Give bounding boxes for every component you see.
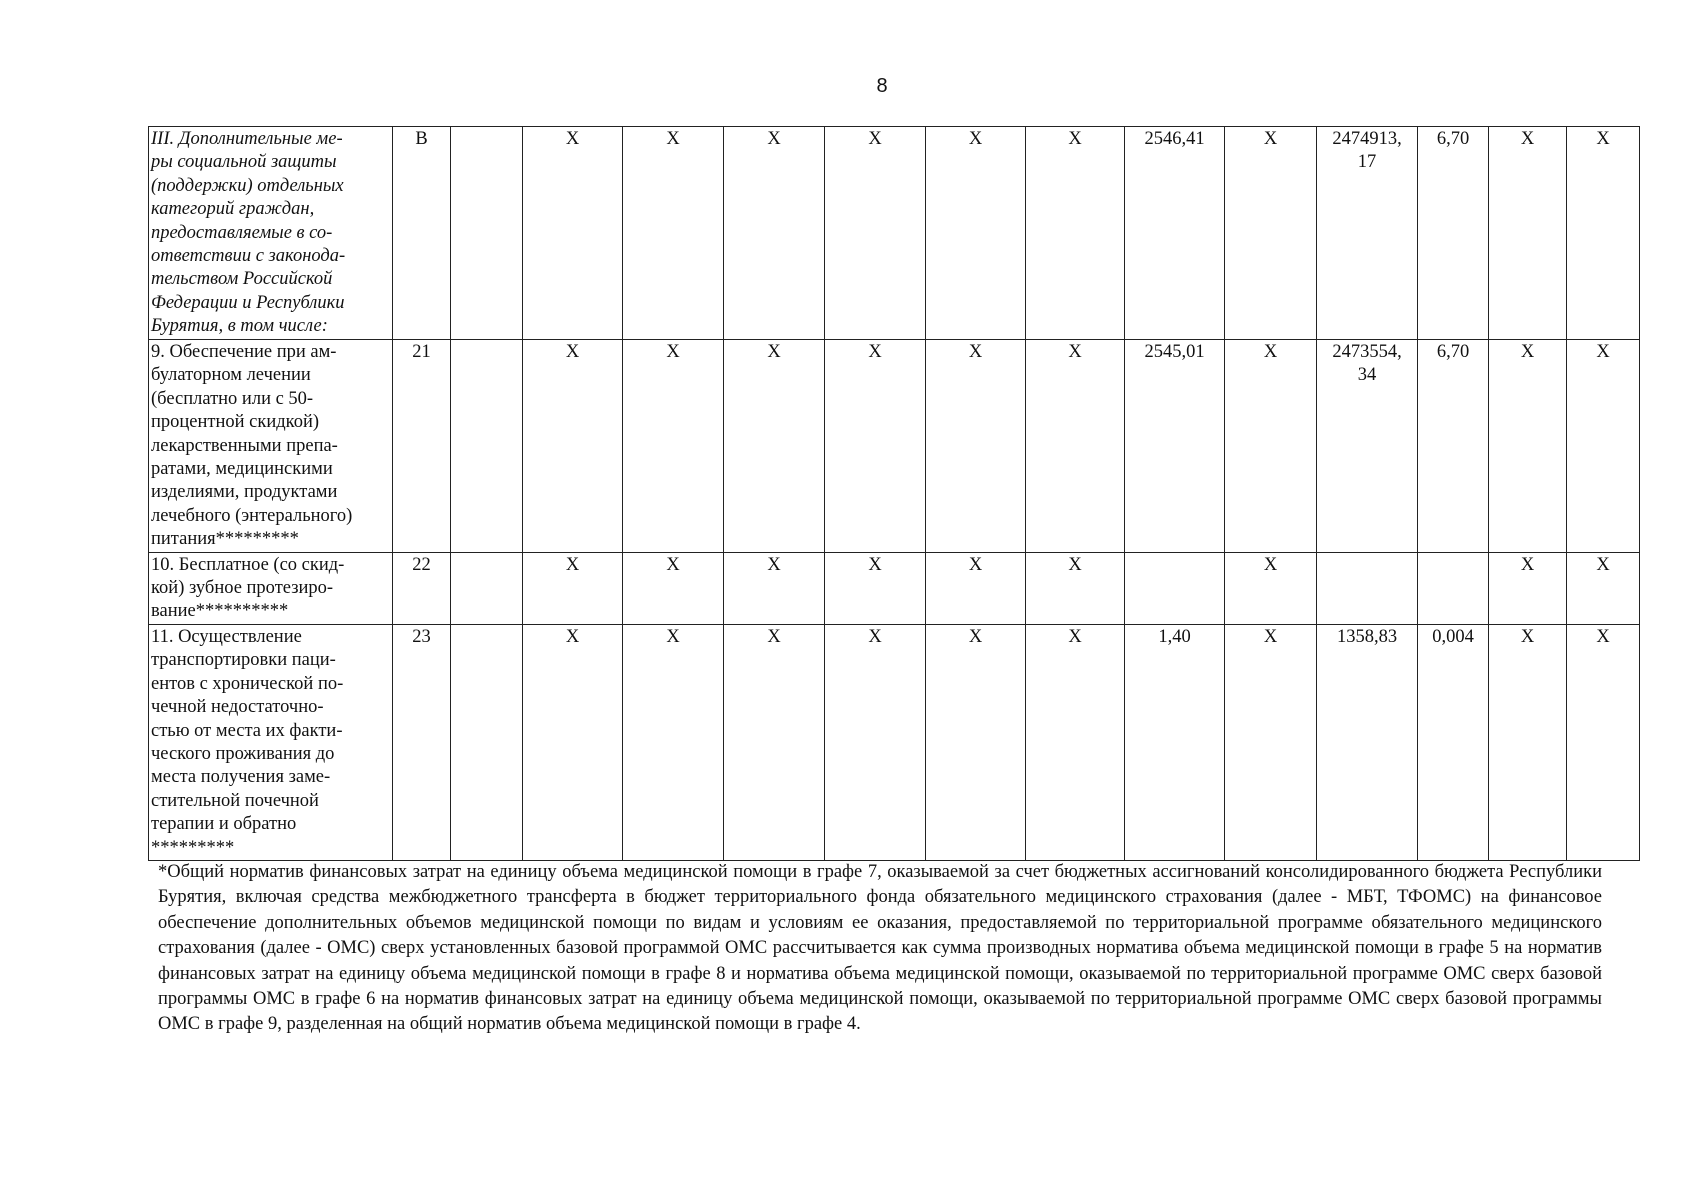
row-label-line: категорий граждан,	[151, 199, 315, 220]
table-cell: Х	[1225, 340, 1317, 553]
table-cell: 2545,01	[1125, 340, 1225, 553]
row-label-line: транспортировки паци-	[151, 650, 336, 671]
row-label-line: лекарственными препа-	[151, 435, 338, 456]
table-cell: Х	[1225, 624, 1317, 860]
row-label-line: 10. Бесплатное (со скид-	[151, 554, 345, 575]
row-label-line: процентной скидкой)	[151, 412, 320, 433]
row-label-line: предоставляемые в со-	[151, 222, 333, 243]
row-label-cell	[149, 624, 393, 860]
row-label-line: вание**********	[151, 601, 289, 622]
row-label-line: тельством Российской	[151, 269, 333, 290]
row-label-line: питания*********	[151, 529, 299, 550]
table-cell: 1,40	[1125, 624, 1225, 860]
table-cell: 23	[393, 624, 451, 860]
table-cell: 1358,83	[1317, 624, 1418, 860]
table-cell	[451, 624, 523, 860]
table-cell: 21	[393, 340, 451, 553]
table-cell: 0,004	[1418, 624, 1489, 860]
table-cell: Х	[825, 624, 926, 860]
table-cell: Х	[724, 340, 825, 553]
table-cell	[451, 127, 523, 340]
row-label-line: (поддержки) отдельных	[151, 175, 344, 196]
table-cell: Х	[1225, 552, 1317, 624]
table-cell: Х	[1489, 340, 1567, 553]
table-cell: Х	[724, 624, 825, 860]
table-row	[149, 624, 1640, 860]
row-label-line: 11. Осуществление	[151, 626, 302, 647]
row-label-line: Бурятия, в том числе:	[151, 316, 328, 337]
row-label-cell	[149, 127, 393, 340]
table-cell: Х	[926, 127, 1026, 340]
row-label-line: III. Дополнительные ме-	[151, 129, 343, 149]
footnote: *Общий норматив финансовых затрат на единицу объема медицинской помощи в графе 7, оказываемой за счет бюджетных ассигнований консолидированного бюджета Республики Бурятия, включая средства межбюджетного трансферта в бюджет территориального фонда обязательного медицинского страхования (далее - МБТ, ТФОМС) на финансовое обеспечение дополнительных объемов медицинской помощи по видам и условиям ее оказания, предоставляемой по территориальной программе обязательного медицинского страхования (далее - ОМС) сверх установленных базовой программой ОМС рассчитывается как сумма производных норматива объема медицинской помощи в графе 5 на норматив финансовых затрат на единицу объема медицинской помощи в графе 8 и норматива объема медицинской помощи, оказываемой по территориальной программе ОМС сверх базовой программы ОМС в графе 6 на норматив финансовых затрат на единицу объема медицинской помощи, оказываемой по территориальной программе ОМС сверх базовой программы ОМС в графе 9, разделенная на общий норматив объема медицинской помощи в графе 4.	[158, 862, 1602, 1035]
table-cell	[451, 340, 523, 553]
row-label-line: кой) зубное протезиро-	[151, 578, 334, 599]
table-cell: Х	[926, 552, 1026, 624]
table-cell: Х	[1026, 624, 1125, 860]
table-row	[149, 127, 1640, 340]
table-cell: Х	[825, 127, 926, 340]
table-cell: Х	[1567, 624, 1640, 860]
row-label-line: (бесплатно или с 50-	[151, 388, 314, 409]
table-cell: Х	[1026, 340, 1125, 553]
table-cell	[1317, 552, 1418, 624]
table-cell: Х	[1489, 552, 1567, 624]
table-cell: Х	[1026, 127, 1125, 340]
table-cell: Х	[1026, 552, 1125, 624]
table-row	[149, 552, 1640, 624]
table-cell: Х	[623, 552, 724, 624]
table-cell: 2546,41	[1125, 127, 1225, 340]
table-cell: Х	[523, 552, 623, 624]
table-cell: Х	[1225, 127, 1317, 340]
row-label-cell	[149, 552, 393, 624]
table-cell: Х	[825, 340, 926, 553]
table-cell: Х	[623, 624, 724, 860]
table-cell: Х	[1489, 127, 1567, 340]
row-label-line: ры социальной защиты	[151, 152, 337, 173]
table-body	[149, 127, 1640, 861]
table-cell: Х	[1567, 552, 1640, 624]
row-label-line: ратами, медицинскими	[151, 459, 333, 480]
row-label-cell	[149, 340, 393, 553]
row-label-line: ческого проживания до	[151, 743, 335, 764]
row-label-line: места получения заме-	[151, 767, 331, 788]
row-label-line: стью от места их факти-	[151, 720, 343, 741]
row-label-line: Федерации и Республики	[151, 292, 345, 313]
table-cell: Х	[623, 340, 724, 553]
table-cell	[451, 552, 523, 624]
table-cell: 6,70	[1418, 127, 1489, 340]
row-label-line: ответствии с законода-	[151, 246, 346, 267]
row-label-line: стительной почечной	[151, 790, 319, 811]
table-cell: Х	[1567, 127, 1640, 340]
table-cell	[1418, 552, 1489, 624]
table-cell: Х	[1489, 624, 1567, 860]
table-cell: Х	[1567, 340, 1640, 553]
table-cell: 6,70	[1418, 340, 1489, 553]
page-number: 8	[876, 75, 888, 97]
row-label-line: чечной недостаточно-	[151, 697, 324, 718]
table-cell: Х	[523, 127, 623, 340]
row-label-line: булаторном лечении	[151, 365, 311, 386]
table-cell: 2473554, 34	[1317, 340, 1418, 553]
table-cell: Х	[724, 552, 825, 624]
table-cell: Х	[724, 127, 825, 340]
table-cell: В	[393, 127, 451, 340]
table-cell: Х	[926, 340, 1026, 553]
row-label-line: *********	[151, 837, 235, 858]
table-cell: 22	[393, 552, 451, 624]
row-label-line: изделиями, продуктами	[151, 482, 338, 503]
table-cell: Х	[523, 340, 623, 553]
data-table	[148, 126, 1640, 861]
table-cell: Х	[623, 127, 724, 340]
table-cell: Х	[825, 552, 926, 624]
table-cell	[1125, 552, 1225, 624]
table-cell: 2474913, 17	[1317, 127, 1418, 340]
row-label-line: 9. Обеспечение при ам-	[151, 342, 337, 362]
row-label-line: ентов с хронической по-	[151, 673, 344, 694]
table-cell: Х	[523, 624, 623, 860]
table-cell: Х	[926, 624, 1026, 860]
row-label-line: лечебного (энтерального)	[151, 505, 353, 526]
table-row	[149, 340, 1640, 553]
row-label-line: терапии и обратно	[151, 814, 297, 835]
